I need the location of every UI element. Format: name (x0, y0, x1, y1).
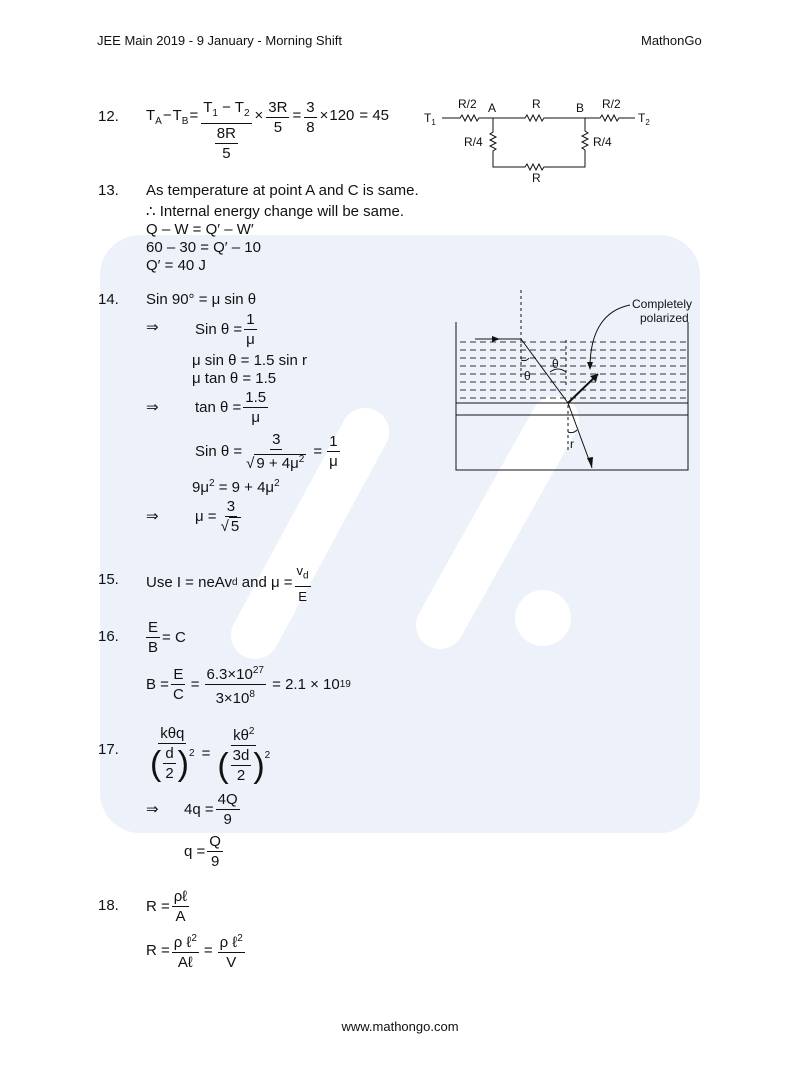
denominator: 8 (306, 119, 315, 136)
denominator: 9 (210, 853, 220, 870)
operator: = (292, 107, 302, 124)
text: Use I = neAv (146, 574, 233, 592)
fraction (304, 98, 316, 137)
exponent: 2 (191, 933, 197, 944)
paren: ) (177, 744, 189, 783)
question-number: 15. (98, 571, 119, 588)
circuit-label: R (532, 97, 541, 111)
equation (144, 618, 186, 657)
symbol: T (234, 99, 244, 116)
symbol: T (146, 107, 156, 124)
question-number: 13. (98, 182, 119, 199)
fraction (207, 832, 223, 871)
numerator (295, 561, 311, 587)
lhs: Sin θ = (195, 442, 243, 460)
equation (195, 430, 342, 473)
equation (146, 887, 191, 926)
fraction (244, 310, 257, 349)
equation (192, 478, 280, 496)
circuit-label: R/2 (458, 97, 477, 111)
exponent: 2 (189, 748, 195, 759)
result: = 2.1 × 10 (272, 675, 340, 693)
lhs: μ = (195, 507, 217, 525)
denominator: μ (251, 409, 261, 426)
exponent: 8 (249, 689, 255, 700)
diagram-label: polarized (640, 311, 689, 325)
fraction (244, 430, 308, 473)
operator: × (254, 107, 264, 124)
fraction (231, 746, 252, 785)
exponent: 2 (298, 454, 305, 465)
denominator (211, 124, 242, 163)
equation (146, 98, 389, 163)
denominator: √ $9 + 4\mu^2$ (246, 454, 305, 472)
fraction (148, 724, 197, 783)
lhs: q = (184, 842, 206, 860)
subscript: B (181, 116, 189, 127)
equation (146, 929, 247, 972)
text: = 9 + 4μ (214, 479, 275, 496)
question-number: 16. (98, 628, 119, 645)
subscript: 1 (212, 108, 218, 119)
fraction (218, 929, 245, 972)
operator: − (162, 107, 172, 124)
numerator (231, 722, 256, 746)
circuit-label: R/2 (602, 97, 621, 111)
denominator (148, 744, 197, 783)
lhs: Sin θ = (195, 320, 243, 338)
lhs: 4q = (184, 800, 214, 818)
exponent: 19 (339, 678, 351, 690)
angle-r: r (570, 437, 574, 451)
rhs: = C (162, 628, 186, 646)
numerator: E (148, 619, 159, 636)
denominator: A (175, 908, 186, 925)
fraction (243, 388, 268, 427)
denominator: Aℓ (177, 954, 193, 971)
equation (184, 832, 225, 871)
symbol: v (296, 563, 304, 578)
numerator: ρℓ (173, 888, 188, 905)
fraction (146, 618, 160, 657)
subscript: A (155, 116, 162, 127)
denominator: V (226, 954, 237, 971)
numerator: Q (209, 833, 221, 850)
numerator: d (165, 745, 174, 762)
denominator: μ (246, 331, 255, 348)
denominator (214, 685, 257, 708)
numerator: 1 (329, 433, 338, 450)
fraction (215, 722, 272, 785)
equation (146, 561, 313, 606)
text: and (241, 574, 267, 592)
text-line: Q′ = 40 J (146, 257, 206, 274)
value: 120 (329, 107, 355, 124)
numerator (201, 98, 251, 124)
denominator: E (298, 588, 307, 604)
numerator: 3R (268, 99, 288, 116)
angle-theta: θ (524, 369, 531, 383)
implies-symbol: ⇒ (146, 801, 159, 818)
subscript: d (303, 570, 309, 582)
numerator: kθq (160, 725, 185, 742)
result: = 45 (359, 107, 390, 124)
fraction (171, 665, 186, 704)
denominator (215, 746, 272, 785)
header-brand: MathonGo (641, 33, 702, 48)
circuit-label: R/4 (464, 135, 483, 149)
circuit-label: $T_1$ (424, 111, 436, 127)
denominator: 9 (223, 811, 232, 828)
symbol: T (203, 99, 213, 116)
operator: = (313, 442, 323, 460)
numerator: 1.5 (245, 389, 267, 406)
denominator: μ (329, 453, 338, 470)
fraction (219, 497, 244, 536)
numerator: 3 (226, 498, 236, 515)
equation: μ sin θ = 1.5 sin r (192, 352, 307, 369)
circuit-label: R/4 (593, 135, 612, 149)
numerator: 4Q (217, 791, 238, 808)
text: ρ ℓ (219, 934, 238, 951)
denominator: C (172, 686, 184, 703)
node-b: B (576, 101, 585, 115)
subscript: 2 (243, 108, 250, 119)
fraction (216, 790, 240, 829)
operator: = (201, 744, 211, 762)
text-line: As temperature at point A and C is same. (146, 182, 419, 199)
text: kθ (233, 727, 249, 744)
question-number: 12. (98, 108, 119, 125)
fraction (266, 98, 289, 137)
exponent: 2 (237, 933, 243, 944)
operator: − (222, 99, 231, 116)
fraction (201, 98, 251, 163)
text-line: ∴ Internal energy change will be same. (146, 203, 405, 220)
exponent: 2 (264, 750, 271, 761)
fraction (172, 929, 199, 972)
exponent: 27 (252, 665, 264, 676)
subscript: d (232, 577, 238, 589)
equation: μ tan θ = 1.5 (192, 370, 277, 387)
footer-url[interactable]: www.mathongo.com (341, 1019, 459, 1034)
numerator (218, 929, 245, 953)
fraction (327, 432, 340, 471)
text-line: 60 – 30 = Q′ – 10 (146, 239, 261, 256)
fraction (172, 887, 189, 926)
exponent: 2 (209, 478, 215, 489)
lhs: B = (146, 675, 169, 693)
equation (146, 722, 274, 785)
equation (195, 310, 259, 349)
fraction (215, 124, 238, 163)
operator: = (189, 107, 199, 124)
lhs: tan θ = (195, 398, 242, 416)
numerator: E (173, 666, 184, 683)
header-title: JEE Main 2019 - 9 January - Morning Shift (97, 33, 342, 48)
question-number: 14. (98, 291, 119, 308)
lhs: R = (146, 897, 170, 915)
denominator: 2 (165, 765, 174, 782)
numerator: 3 (272, 431, 281, 448)
operator: = (203, 941, 213, 959)
denominator: 5 (222, 145, 231, 162)
angle-theta: θ (552, 357, 559, 371)
numerator: 8R (216, 125, 236, 142)
radicand (254, 454, 306, 472)
lhs: R = (146, 941, 170, 959)
lhs: μ = (270, 574, 293, 592)
numerator: 3d (232, 747, 250, 764)
question-number: 18. (98, 897, 119, 914)
text: 9μ (192, 479, 209, 496)
symbol: T (172, 107, 182, 124)
node-a: A (488, 101, 497, 115)
paren: ( (150, 744, 162, 783)
implies-symbol: ⇒ (146, 508, 159, 525)
text: 9 + 4μ (256, 455, 299, 472)
numerator: 1 (246, 311, 255, 328)
paren: ( (217, 746, 229, 785)
numerator (205, 661, 266, 685)
equation: Sin 90° = μ sin θ (146, 291, 257, 308)
diagram-label: Completely (632, 297, 693, 311)
operator: × (319, 107, 329, 124)
denominator: √ 5 (220, 518, 240, 535)
denominator: B (148, 639, 159, 656)
paren: ) (253, 746, 265, 785)
lhs (146, 107, 199, 131)
implies-symbol: ⇒ (146, 319, 159, 336)
fraction (295, 561, 311, 606)
equation (184, 790, 242, 829)
circuit-label: $T_2$ (638, 111, 650, 127)
text: 6.3×10 (206, 666, 253, 683)
numerator: 3 (306, 99, 315, 116)
operator: = (190, 675, 200, 693)
denominator: 2 (236, 767, 246, 784)
equation (195, 497, 245, 536)
radicand: 5 (230, 518, 240, 535)
denominator: 5 (273, 119, 283, 136)
text-line: Q – W = Q′ – W′ (146, 221, 254, 238)
numerator (172, 929, 199, 953)
polarization-diagram (440, 290, 700, 480)
equation (146, 661, 351, 708)
text: 3×10 (215, 690, 250, 707)
fraction (163, 744, 175, 783)
circuit-diagram (420, 92, 660, 187)
equation (195, 388, 270, 427)
circuit-label: R (532, 171, 541, 185)
question-number: 17. (98, 741, 119, 758)
exponent: 2 (248, 726, 255, 737)
exponent: 2 (274, 478, 280, 489)
fraction (205, 661, 266, 708)
implies-symbol: ⇒ (146, 399, 159, 416)
text: ρ ℓ (173, 934, 192, 951)
